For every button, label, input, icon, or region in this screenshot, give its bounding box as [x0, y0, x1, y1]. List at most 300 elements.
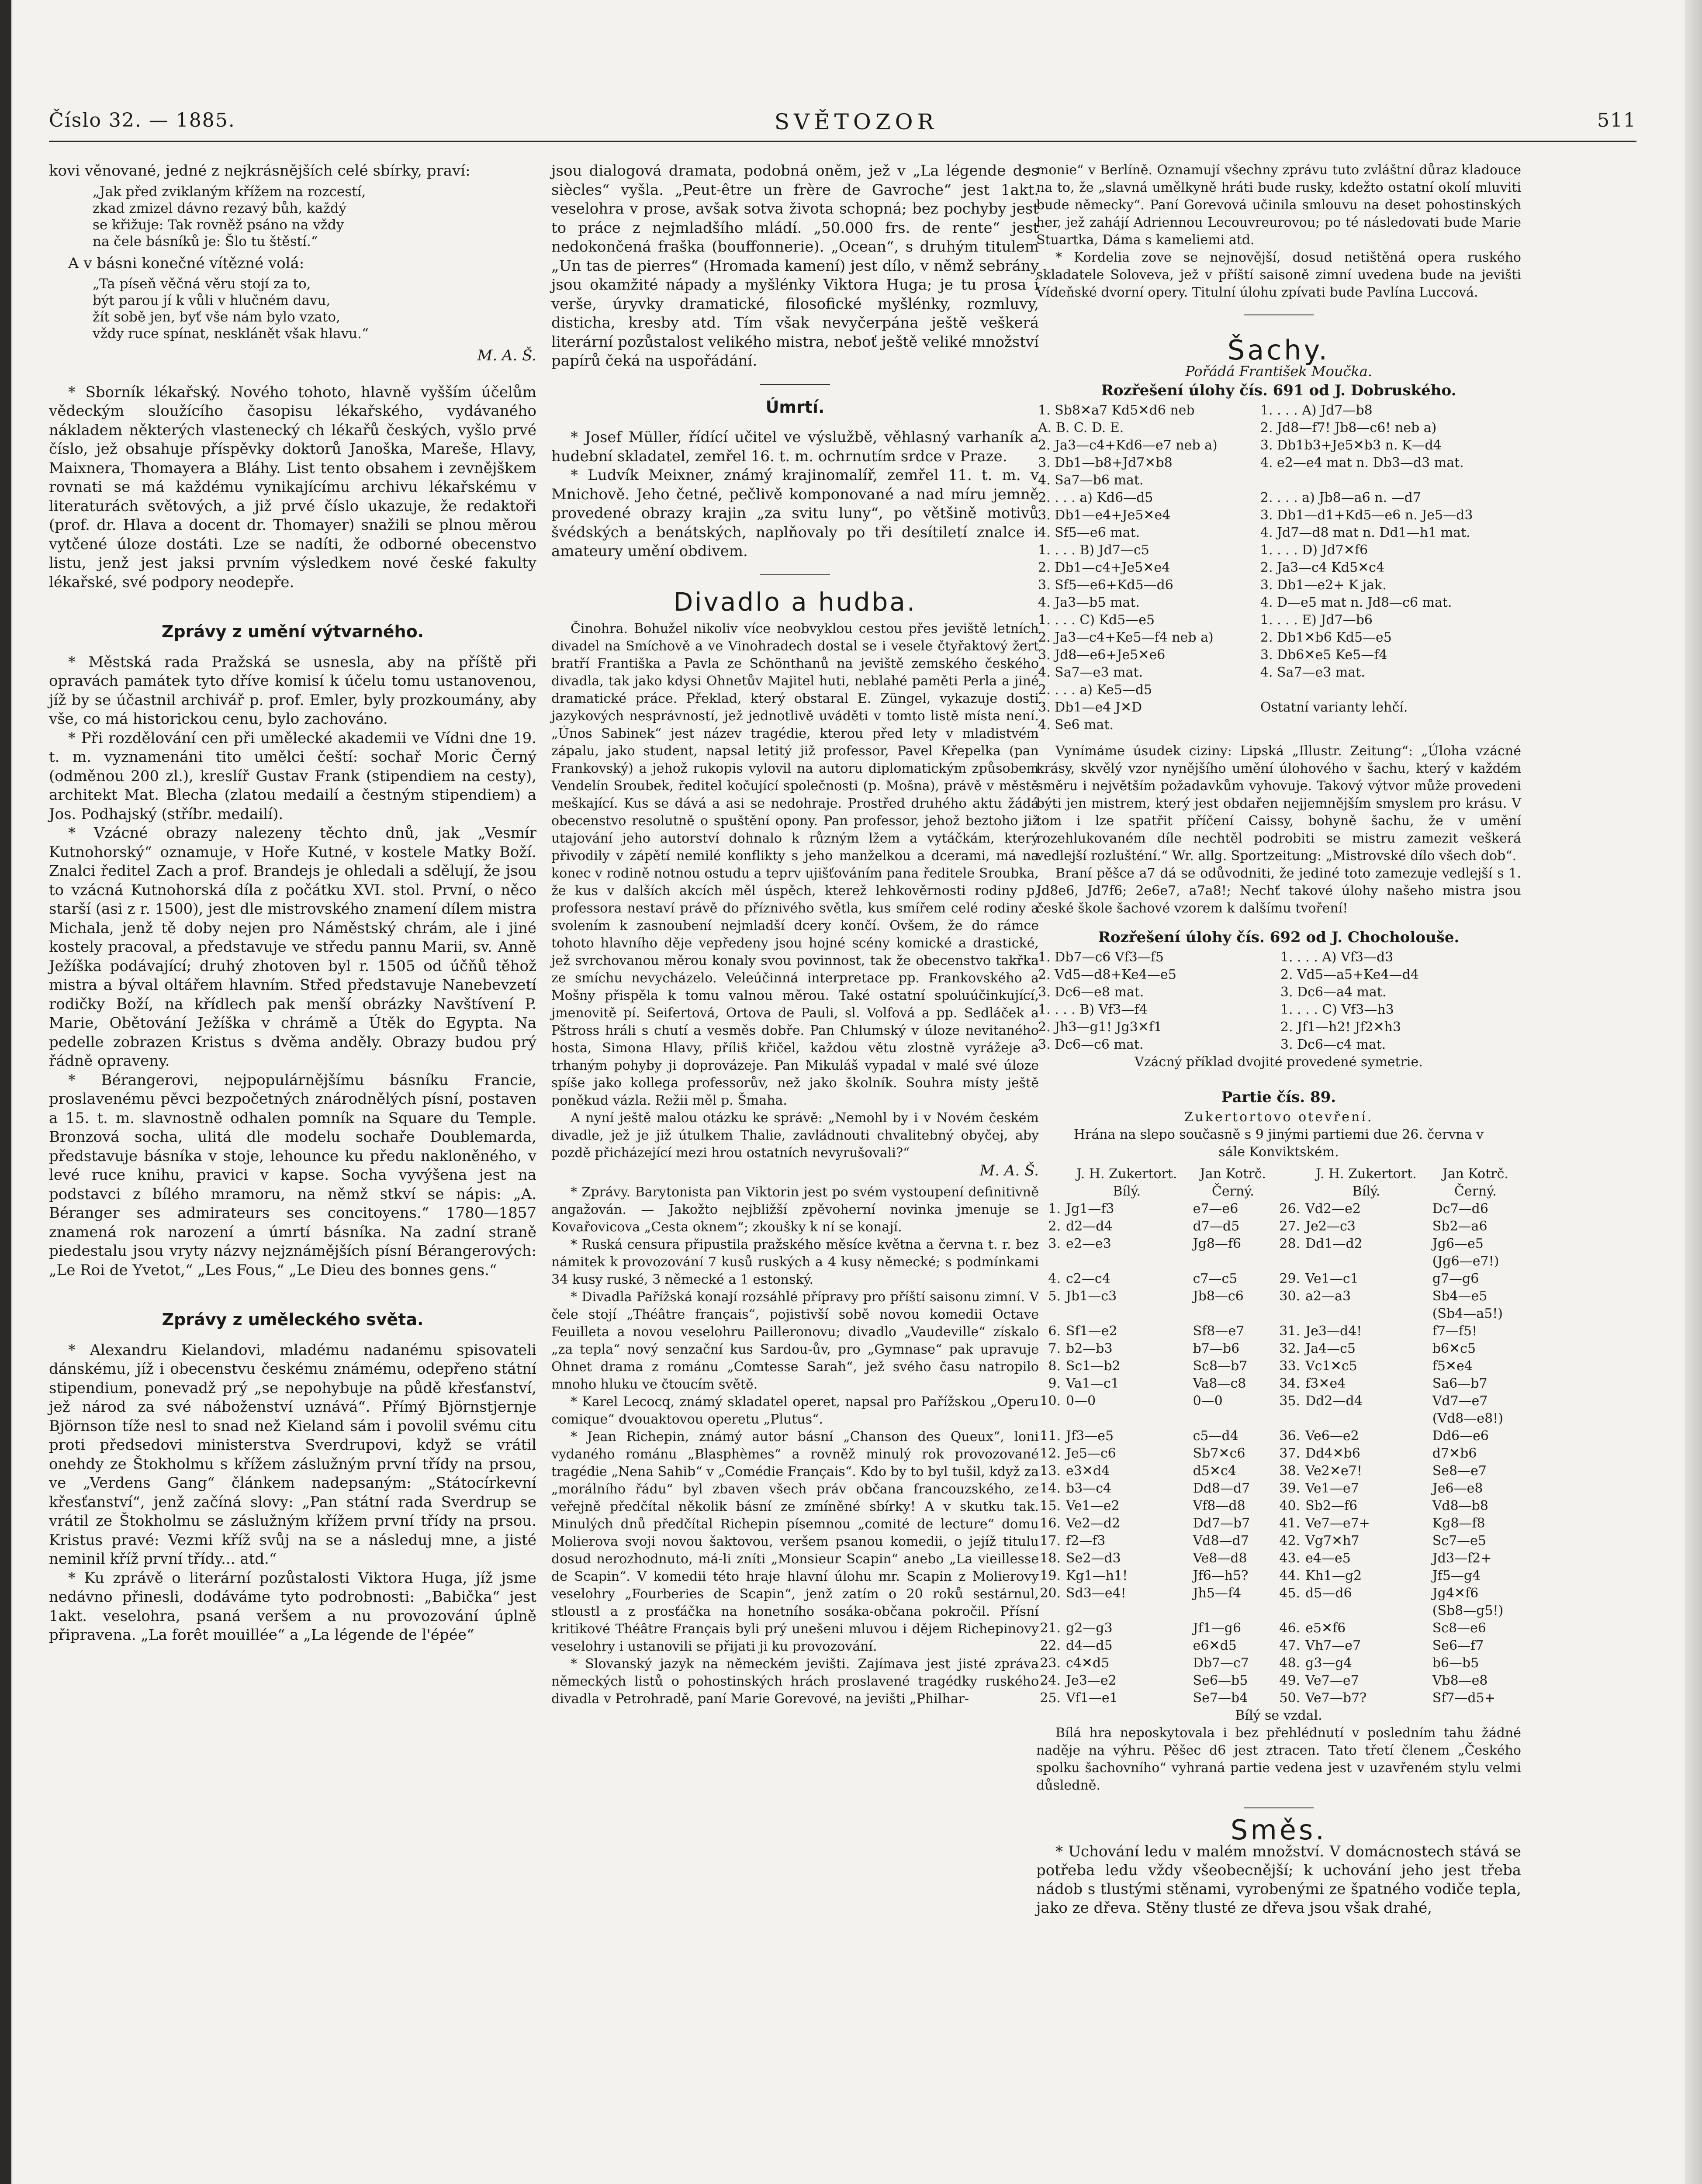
player-name: J. H. Zukertort. — [1316, 1166, 1417, 1182]
move-cell: Je2—c3 — [1305, 1219, 1356, 1234]
move-cell: Va1—c1 — [1066, 1376, 1119, 1391]
move-cell: Db7—c7 — [1193, 1655, 1249, 1671]
article-smes: * Uchování ledu v malém množství. V domácnostech stává se potřeba ledu vždy všeobecnější; k uchování jeho jest třeba nádob s tlustými stěnami, vyrobenými ze špatného vodiče tepla, jako ze dřeva. Stěny tlusté ze dřeva jsou však drahé, — [1036, 1843, 1521, 1917]
solution-cell: 3. Jd8—e6+Je5✕e6 — [1038, 647, 1166, 663]
move-cell: d7—d5 — [1193, 1219, 1240, 1234]
move-cell: Vf1—e1 — [1066, 1690, 1118, 1706]
move-cell: Ja4—c5 — [1305, 1341, 1356, 1356]
article-ceny: * Při rozdělování cen při umělecké akademii ve Vídni dne 19. t. m. vyznamenáni tito umělci čeští: sochař Moric Černý (odměnou 200 zl.), kreslíř Gustav Frank (stipendiem na cesty), architekt Mat. Blecha (zlatou medailí a čestným stipendiem) a Jos. Podhajský (stříbr. medailí). — [49, 729, 536, 823]
move-number: 22. — [1040, 1638, 1061, 1653]
solution-row — [1036, 949, 1521, 966]
move-cell: Se7—b4 — [1193, 1690, 1248, 1706]
move-number: 47. — [1279, 1638, 1301, 1653]
article-kordelia: * Kordelia zove se nejnovější, dosud netištěná opera ruského skladatele Soloveva, jež v příští saisoně zimní uvedena bude na jevišti Vídeňské dvorní opery. Titulní úlohu zpívati bude Pavlína Luccová. — [1036, 250, 1521, 300]
solution-row — [1036, 612, 1521, 629]
move-cell — [1063, 1305, 1190, 1323]
move-number — [1276, 1305, 1303, 1323]
solution-cell: 2. Ja3—c4 Kd5✕c4 — [1260, 560, 1385, 575]
move-cell: d2—d4 — [1066, 1219, 1113, 1234]
solution-cell: 3. Db1b3+Je5✕b3 n. K—d4 — [1260, 438, 1442, 453]
verse-line: žít sobě jen, byť vše nám bylo vzato, — [93, 309, 340, 325]
move-cell: Jd3—f2+ — [1432, 1551, 1492, 1566]
solution-cell: 1. . . . E) Jd7—b6 — [1260, 612, 1373, 628]
section-divider — [760, 574, 830, 575]
solution-row — [1036, 966, 1521, 984]
solution-cell: 3. Dc6—c4 mat. — [1280, 1037, 1386, 1052]
move-cell: Je3—e2 — [1066, 1673, 1117, 1688]
player-name: Jan Kotrč. — [1442, 1166, 1508, 1182]
solution-row — [1036, 577, 1521, 594]
article-lecocq: * Karel Lecocq, známý skladatel operet, napsal pro Pařížskou „Operu comique“ dvouaktovou operetu „Plutus“. — [551, 1394, 1039, 1427]
move-row — [1036, 1480, 1521, 1497]
masthead-title: SVĚTOZOR — [774, 109, 938, 135]
move-row — [1036, 1393, 1521, 1410]
move-cell: e5✕f6 — [1305, 1621, 1346, 1636]
solution-row — [1036, 699, 1521, 716]
solution-cell: 2. Db1✕b6 Kd5—e5 — [1260, 630, 1392, 645]
solution-cell: 4. Sa7—e3 mat. — [1260, 665, 1365, 680]
article-richepin: * Jean Richepin, známý autor básní „Chanson des Queux“, loni vydaného románu „Blasphèmes“ a rovněž minulý rok provozované tragédie „Nena Sahib“ v „Comédie Français“. Kdo by to byl tušil, když za „morálního řádu“ byl zbaven všech práv občana francouzského, ze veřejně předčítal několik básní ze zmíněné sbírky! A v skutku tak. Minulých dnů předčítal Richepin písemnou „comité de lecture“ domu Molierova svoji novou šaktovou, veršem psanou komedii, o jejíž titulu dosud nerozhodnuto, má-li zníti „Monsieur Scapin“ anebo „La vieillesse de Scapin“. V komedii této hraje hlavní úlohu mr. Scapin z Molierovy veselohry „Fourberies de Scapin“, jenž zatím o 20 roků sestárnul, stloustl a z prosťáčka na honetního sosáka-občana pokročil. Přísní kritikové Théâtre Français byli prý unešeni mluvou i dějem Richepinovy veselohry i ustanovili se přijati ji ku provozování. — [551, 1429, 1039, 1654]
move-number: 27. — [1279, 1219, 1301, 1234]
binding-gutter — [0, 0, 11, 2184]
move-cell: (Jg6—e7!) — [1432, 1254, 1499, 1269]
move-cell: Ve8—d8 — [1193, 1551, 1247, 1566]
move-row — [1036, 1270, 1521, 1288]
article-rada: * Městská rada Pražská se usnesla, aby na příště při opravách památek tyto dříve komisí k účelu tomu ustanovenou, jíž by se účastnil archivář p. prof. Emler, byly prozkoumány, aby vše, co má historickou cenu, bylo zachováno. — [49, 653, 536, 728]
solution-cell: 3. Dc6—a4 mat. — [1280, 985, 1387, 1000]
article-hugo: * Ku zprávě o literární pozůstalosti Viktora Huga, jíž jsme nedávno přinesli, dodáváme tyto podrobnosti: „Babička“ jest 1akt. veselohra, psaná veršem a nu provozování úplně připravena. „La forêt mouillée“ a „La légende de l'épée“ — [49, 1569, 536, 1644]
solution-row — [1036, 489, 1521, 507]
article-hugo-cont: jsou dialogová dramata, podobná oněm, jež v „La légende des siècles“ vyšla. „Peut-être un frère de Gavroche“ jest 1akt. veselohra v prose, avšak sotva života schopná; bez pochyby jest to práce z nejmladšího mládí. „50.000 frs. de rente“ jest nedokončená fraška (bouffonnerie). „Ocean“, s druhým titulem „Un tas de pierres“ (Hromada kamení) jest dílo, v němž sebrány jsou okamžité nápady a myšlénky Viktora Huga; je tu prosa i verše, úryvky dramatické, filosofické myšlénky, rozmluvy, disticha, kresby atd. Tím však nevyčerpána ještě veškerá literární pozůstalost velikého mistra, neboť ještě veliké množství papírů čeká na uspořádání. — [551, 162, 1039, 370]
move-number: 41. — [1279, 1516, 1301, 1531]
solution-cell: A. B. C. D. E. — [1038, 420, 1124, 435]
move-number: 38. — [1279, 1463, 1301, 1479]
move-cell: f7—f5! — [1432, 1324, 1477, 1339]
move-cell: c4✕d5 — [1066, 1655, 1110, 1671]
issue-number: Číslo 32. — 1885. — [49, 109, 235, 131]
move-cell: Jg4✕f6 — [1432, 1586, 1479, 1601]
solution-cell: 2. Vd5—d8+Ke4—e5 — [1038, 967, 1176, 982]
move-number: 50. — [1279, 1690, 1301, 1706]
solution-cell: 1. . . . C) Kd5—e5 — [1038, 612, 1155, 628]
solution-cell: 2. Jf1—h2! Jf2✕h3 — [1280, 1019, 1401, 1035]
solution-cell: 4. Sa7—e3 mat. — [1038, 665, 1143, 680]
move-cell: Vd2—e2 — [1305, 1201, 1361, 1216]
solution-table-691 — [1036, 402, 1521, 734]
section-heading-divadlo: Divadlo a hudba. — [673, 587, 917, 617]
move-cell: Sf1—e2 — [1066, 1324, 1117, 1339]
solution-cell: 4. Jd7—d8 mat n. Dd1—h1 mat. — [1260, 525, 1470, 540]
move-number: 12. — [1040, 1446, 1061, 1461]
move-cell: Va8—c8 — [1193, 1376, 1246, 1391]
move-number: 28. — [1279, 1236, 1301, 1251]
move-cell: d7✕b6 — [1432, 1446, 1477, 1461]
move-cell: b6✕c5 — [1432, 1341, 1476, 1356]
move-cell: Dd8—d7 — [1193, 1481, 1250, 1496]
color-label: Černý. — [1211, 1184, 1254, 1199]
move-number — [1036, 1305, 1063, 1323]
move-row — [1036, 1427, 1521, 1445]
move-cell: Sf8—e7 — [1193, 1324, 1245, 1339]
article-gorevova: monie“ v Berlíně. Oznamují všechny zprávu tuto zvláštní důraz kladouce na to, že „slavná umělkyně hráti bude rusky, kdežto ostatní okolí mluviti bude německy“. Paní Gorevová učinila smlouvu na deset pohostinských her, jež zahájí Adriennou Lecouvreurovou; po té následovati bude Marie Stuartka, Dáma s kameliemi atd. — [1036, 162, 1521, 248]
move-cell: f3✕e4 — [1305, 1376, 1346, 1391]
chess-comment: Braní pěšce a7 dá se odůvodniti, že jediné toto zamezuje vedlejší s 1. Jd8e6, Jd7f6; 2e6e7, a7a8!; Nechť takové úlohy našeho mistra jsou české škole šachové vzorem k dalšímu tvoření! — [1036, 866, 1521, 916]
solution-row — [1036, 542, 1521, 559]
verse-line: být parou jí k vůli v hlučném davu, — [93, 293, 331, 308]
verse-intro: A v básni konečné vítězné volá: — [68, 254, 304, 272]
move-cell — [1303, 1305, 1430, 1323]
solution-row — [1036, 559, 1521, 577]
solution-cell: 2. Jd8—f7! Jb8—c6! neb a) — [1260, 420, 1437, 435]
move-row — [1036, 1532, 1521, 1550]
move-cell: b2—b3 — [1066, 1341, 1113, 1356]
move-number — [1276, 1253, 1303, 1270]
move-cell: Se2—d3 — [1066, 1551, 1121, 1566]
section-heading-svet: Zprávy z uměleckého světa. — [162, 1310, 424, 1329]
solution-row — [1036, 716, 1521, 734]
move-cell: Sd3—e4! — [1066, 1586, 1126, 1601]
solution-row — [1036, 1019, 1521, 1036]
move-cell: (Sb8—g5!) — [1432, 1603, 1504, 1618]
game-result: Bílý se vzdal. — [1235, 1708, 1322, 1723]
article-cinohra: Činohra. Bohužel nikoliv více neobvyklou cestou přes jeviště letních divadel na Smíchově a ve Vinohradech dostal se i vesele čtyřaktový žert bratří Františka a Pavla ze Schönthanů na jeviště zemského českého divadla, tak jako kdysi Ohnetův Majitel huti, neblahé paměti Perla a jiné dramatické práce. Překlad, který obstaral E. Züngel, vykazuje dosti jazykových nesprávností, jež jednotlivě uváděti v tomto listě místa není. „Únos Sabinek“ jest název tragédie, kterou před lety v mladistvém zápalu, jako student, napsal letitý již professor, Pavel Křepelka (pan Frankovský) a jehož rukopis vylovil na autoru diplomatickým způsobem Vendelín Sroubek, ředitel kočující společnosti (p. Mošna), právě v městě meškající. Kus se dává a asi se nedohraje. Prostřed druhého aktu žádá obecenstvo resolutně o spuštění opony. Pan professor, jehož beztoho již utajování jeho autorství dohnalo k různým lžem a vytáčkám, který přivodily v zápětí nemilé konflikty s jeho manželkou a dcerami, má na konec v rodině notnou ostudu a teprv ujišťováním pana ředitele Sroubka, že kus v dalších akcích měl úspěch, kterež lehkověrnosti rodiny p. professora nestaví právě do příznivého světla, kus smířem celé rodiny a svolením k zasnoubení nejmladší dcery končí. Ovšem, že do rámce tohoto hlavního děje vepředeny jsou hojné scény komické a drastické, jež svrchovanou měrou konaly svou povinnost, tak že obecenstvo takřka ze smíchu nevycházelo. Veleúčinná interpretace pp. Frankovského a Mošny přispěla k tomu valnou měrou. Také ostatní spoluúčinkující, jmenovitě pí. Seifertová, Ortova de Pauli, sl. Volfová a pp. Sedláček a Pštross hráli s chutí a vesměs dobře. Pan Chlumský v úloze nevitaného hosta, Simona Hlavy, příliš křičel, každou větu zlostně vyrážeje a trhaným pohyby ji doprovázeje. Pan Mikuláš vypadal v malé své úloze spíše jako kollega professorův, než jako školník. Souhra místy ještě poněkud vázla. Režii měl p. Šmaha. — [551, 621, 1039, 1108]
move-row — [1036, 1655, 1521, 1672]
move-number — [1036, 1602, 1063, 1620]
move-row — [1036, 1550, 1521, 1567]
game-title: Partie čís. 89. — [1221, 1089, 1336, 1106]
move-number: 48. — [1279, 1655, 1301, 1671]
move-cell: e7—e6 — [1193, 1201, 1238, 1216]
move-number: 49. — [1279, 1673, 1301, 1688]
move-cell: Kg8—f8 — [1432, 1516, 1485, 1531]
move-cell — [1303, 1602, 1430, 1620]
move-cell: e3✕d4 — [1066, 1463, 1110, 1479]
solution-row — [1036, 454, 1521, 472]
move-cell: Ve6—e2 — [1305, 1428, 1359, 1444]
move-row — [1036, 1637, 1521, 1655]
section-heading-sachy: Šachy. — [1227, 334, 1330, 366]
move-row — [1036, 1323, 1521, 1340]
move-cell: Jg8—f6 — [1193, 1236, 1242, 1251]
solution-cell: 1. . . . C) Vf3—h3 — [1280, 1002, 1394, 1017]
move-number: 11. — [1040, 1428, 1061, 1444]
solution-cell: 1. Sb8✕a7 Kd5✕d6 neb — [1038, 403, 1195, 418]
article-obrazy: * Vzácné obrazy nalezeny těchto dnů, jak „Vesmír Kutnohorský“ oznamuje, v Hoře Kutné, v kostele Matky Boží. Znalci ředitel Zach a prof. Brandejs je ohledali a sdělují, že jsou to vzácná Kutnohorská díla z počátku XVI. stol. První, o něco starší (asi z r. 1500), jest dle mistrovského znamení dílem mistra Michala, jenž tě doby nejen pro Náměstský chrám, ale i jiné kostely pracoval, a představuje ve středu pannu Marii, sv. Anně Ježíška podávající; druhý zhotoven byl r. 1505 od účňů těhož mistra a býval oltářem hlavním. Střed představuje Nanebevzetí rodičky Boží, na křídlech pak menší obrázky Navštívení P. Marie, Obětování Ježíška v chrámě a Útěk do Egypta. Na pedelle zobrazen Kristus s dvěma anděly. Obrazy budou prý řádně opraveny. — [49, 824, 536, 1070]
move-cell: Se6—f7 — [1432, 1638, 1484, 1653]
move-cell: c7—c5 — [1193, 1271, 1238, 1286]
move-cell: Dc7—d6 — [1432, 1201, 1488, 1216]
solution-cell: 4. Se6 mat. — [1038, 717, 1114, 733]
player-name: Jan Kotrč. — [1200, 1166, 1266, 1182]
move-row — [1036, 1515, 1521, 1532]
move-cell: (Vd8—e8!) — [1432, 1411, 1503, 1426]
move-cell — [1190, 1305, 1276, 1323]
move-number: 19. — [1040, 1568, 1061, 1583]
move-number: 2. — [1048, 1219, 1061, 1234]
move-cell: Vd8—d7 — [1193, 1533, 1249, 1548]
page-edge-shadow — [1685, 0, 1702, 2184]
article-meixner: * Ludvík Meixner, známý krajinomalíř, zemřel 11. t. m. v Mnichově. Jeho četné, pečlivě komponované a nad míru jemně provedené obrazy krajin „za svitu luny“, po většině motivů švédských a benátských, naplňovaly po tři desítiletí znalce i amateury umění obdivem. — [551, 467, 1039, 560]
solution-cell: 4. Sa7—b6 mat. — [1038, 473, 1144, 488]
move-cell: d4—d5 — [1066, 1638, 1113, 1653]
move-number: 44. — [1279, 1568, 1301, 1583]
solution-cell: 3. Dc6—c6 mat. — [1038, 1037, 1144, 1052]
move-cell: Vb8—e8 — [1432, 1673, 1488, 1688]
move-row — [1036, 1200, 1521, 1218]
solution-row — [1036, 681, 1521, 699]
column-right — [1036, 162, 1521, 1918]
move-row — [1036, 1672, 1521, 1690]
move-row — [1036, 1358, 1521, 1375]
move-cell: f5✕e4 — [1432, 1358, 1473, 1374]
header-rule — [49, 141, 1636, 142]
solution-cell: 3. Db1—d1+Kd5—e6 n. Je5—d3 — [1260, 508, 1473, 523]
solution-row — [1036, 646, 1521, 664]
move-cell: Vd8—b8 — [1432, 1498, 1488, 1514]
solution-row — [1036, 472, 1521, 489]
article-kieland: * Alexandru Kielandovi, mladému nadanému spisovateli dánskému, jíž i obecenstvu českému známému, odepřeno státní stipendium, ponevadž prý „se nepohybuje na půdě křesťanství, jež národ za své náboženství uznává“. Přímý Björnstjernje Björnson tíže nesl to snad než Kieland sám i povolil svému citu proti předsedovi ministerstva Sverdrupovi, když se vrátil onehdy ze Štokholmu s křížem záslužným první třídy na prsou, ve „Verdens Gang“ článkem nadepsaným: „Státocírkevní křesťanství“, jenž začíná slovy: „Pan státní rada Sverdrup se vrátil ze Štokholmu se záslužným křížem první třídy na prsou. Kristus pravé: Vezmi kříž svůj na se a následuj mne, a jisté neminil kříž první třídy... atd.“ — [49, 1341, 536, 1568]
move-number: 31. — [1279, 1324, 1301, 1339]
article-pariz: * Divadla Pařížská konají rozsáhlé přípravy pro příští saisonu zimní. V čele stojí „Théâtre français“, pojistivší sobě novou komedii Octave Feuilleta a novou veselohru Pailleronovu; divadlo „Vaudeville“ získalo „za tepla“ nový senzační kus Sardou-ův, pro „Gymnase“ pak upravuje Ohnet drama z románu „Comtesse Sarah“, jež svého času natropilo mnoho hluku ve čtoucím světě. — [551, 1289, 1039, 1392]
move-row — [1036, 1690, 1521, 1707]
move-cell: Se6—b5 — [1193, 1673, 1248, 1688]
move-number: 29. — [1279, 1271, 1301, 1286]
move-number: 1. — [1048, 1201, 1061, 1216]
article-muller: * Josef Müller, řídící učitel ve výslužbě, věhlasný varhaník a hudební skladatel, zemřel 16. t. m. ochrnutím srdce v Praze. — [551, 429, 1039, 465]
chess-note: Vzácný příklad dvojité provedené symetrie. — [1135, 1054, 1423, 1070]
move-cell: e2—e3 — [1066, 1236, 1111, 1251]
column-left — [49, 162, 536, 1645]
article-sbornik: * Sborník lékařský. Nového tohoto, hlavně vyšším účelům vědeckým sloužícího časopisu lékařského, vydávaného nákladem některých vlastenecký ch lékařů českých, vyšlo prvé číslo, jež obsahuje příspěvky doktorů Janoška, Mareše, Hlavy, Maixnera, Thomayera a Bláhy. List tento obsahem i zevnějškem rovnati se má každému vynikajícímu archivu lékařskému v literaturách světových, a již prvé číslo ukazuje, že redaktoři (prof. dr. Hlava a docent dr. Thomayer) snažili se plnou měrou vytčené úloze dostáti. Lze se nadíti, že odborné obecenstvo listu, jenž jest jaksi prvním výsledkem nové české fakulty lékařské, své podpory neodepře. — [49, 383, 536, 591]
move-cell: Vd7—e7 — [1432, 1393, 1488, 1409]
move-cell: 0—0 — [1066, 1393, 1096, 1409]
move-number: 21. — [1040, 1621, 1061, 1636]
move-cell: b3—c4 — [1066, 1481, 1112, 1496]
move-row — [1036, 1620, 1521, 1637]
move-cell: Je6—e8 — [1432, 1481, 1483, 1496]
solution-cell: 1. . . . B) Jd7—c5 — [1038, 543, 1149, 558]
move-row — [1036, 1602, 1521, 1620]
move-cell: g2—g3 — [1066, 1621, 1113, 1636]
move-cell: Vg7✕h7 — [1305, 1533, 1360, 1548]
move-number: 32. — [1279, 1341, 1301, 1356]
opening-name: Zukertortovo otevření. — [1184, 1109, 1373, 1125]
move-number: 14. — [1040, 1481, 1061, 1496]
solution-row — [1036, 594, 1521, 612]
solution-row — [1036, 437, 1521, 454]
intro-text: kovi věnované, jedné z nejkrásnějších celé sbírky, praví: — [49, 162, 470, 180]
move-cell — [1190, 1410, 1276, 1427]
solution-row — [1036, 419, 1521, 437]
move-cell: Ve1—c1 — [1305, 1271, 1359, 1286]
move-cell: Jg6—e5 — [1432, 1236, 1484, 1251]
verse-line: zkad zmizel dávno rezavý bůh, každý — [93, 200, 347, 216]
move-number: 24. — [1040, 1673, 1061, 1688]
move-row — [1036, 1253, 1521, 1270]
move-cell: g3—g4 — [1305, 1655, 1352, 1671]
move-cell: f2—f3 — [1066, 1533, 1106, 1548]
move-cell: Kg1—h1! — [1066, 1568, 1128, 1583]
article-zpravy: * Zprávy. Barytonista pan Viktorin jest po svém vystoupení definitivně angažován. — Jakožto nejbližší zpěvoherní novinka jmenuje se Kovařovicova „Cesta oknem“; zkoušky k ní se konají. — [551, 1185, 1039, 1235]
move-cell: Kh1—g2 — [1305, 1568, 1362, 1583]
move-cell — [1063, 1253, 1190, 1270]
solution-cell: 4. Sf5—e6 mat. — [1038, 525, 1140, 540]
move-number: 15. — [1040, 1498, 1061, 1514]
move-number: 23. — [1040, 1655, 1061, 1671]
verse-quote-2 — [93, 276, 536, 342]
players-row — [1036, 1165, 1521, 1183]
move-cell: Jf6—h5? — [1193, 1568, 1249, 1583]
move-number: 46. — [1279, 1621, 1301, 1636]
color-label: Bílý. — [1113, 1184, 1141, 1199]
solution-row — [1036, 664, 1521, 681]
solution-row — [1036, 1001, 1521, 1019]
solution-cell: 2. . . . a) Kd6—d5 — [1038, 490, 1153, 505]
move-cell: Dd4✕b6 — [1305, 1446, 1360, 1461]
section-heading-smes: Směs. — [1231, 1814, 1327, 1846]
colors-row — [1036, 1183, 1521, 1200]
move-cell: Jh5—f4 — [1193, 1586, 1242, 1601]
move-number: 3. — [1048, 1236, 1061, 1251]
verse-line: „Jak před zviklaným křížem na rozcestí, — [93, 183, 366, 200]
move-row — [1036, 1462, 1521, 1480]
move-cell: Ve7—b7? — [1305, 1690, 1367, 1706]
solution-table-692 — [1036, 949, 1521, 1054]
solution-cell — [1259, 472, 1521, 489]
section-divider — [760, 384, 830, 385]
move-cell: Jf3—e5 — [1066, 1428, 1114, 1444]
move-number: 20. — [1040, 1586, 1061, 1601]
move-cell: Sc8—b7 — [1193, 1358, 1248, 1374]
move-number: 16. — [1040, 1516, 1061, 1531]
move-number: 36. — [1279, 1428, 1301, 1444]
signature: M. A. Š. — [979, 1162, 1039, 1179]
section-divider — [1244, 1807, 1314, 1808]
move-cell: b7—b6 — [1193, 1341, 1240, 1356]
move-cell: Sc1—b2 — [1066, 1358, 1121, 1374]
solution-row — [1036, 1036, 1521, 1054]
move-number: 42. — [1279, 1533, 1301, 1548]
move-number: 30. — [1279, 1289, 1301, 1304]
move-cell: g7—g6 — [1432, 1271, 1479, 1286]
move-number: 40. — [1279, 1498, 1301, 1514]
move-cell: Ve7—e7 — [1305, 1673, 1359, 1688]
move-row — [1036, 1410, 1521, 1427]
move-cell: Ve1—e7 — [1305, 1481, 1359, 1496]
move-number — [1036, 1410, 1063, 1427]
verse-line: se křižuje: Tak rovněž psáno na vždy — [93, 217, 344, 233]
move-number: 7. — [1048, 1341, 1061, 1356]
move-cell: Sb2—f6 — [1305, 1498, 1358, 1514]
solution-cell: 3. Db6✕e5 Ke5—f4 — [1260, 647, 1387, 663]
move-cell: Sc8—e6 — [1432, 1621, 1486, 1636]
move-cell: Sc7—e5 — [1432, 1533, 1486, 1548]
move-cell: Dd2—d4 — [1305, 1393, 1363, 1409]
move-number: 39. — [1279, 1481, 1301, 1496]
move-cell: b6—b5 — [1432, 1655, 1479, 1671]
solution-cell — [1259, 681, 1521, 699]
solution-cell: 4. D—e5 mat n. Jd8—c6 mat. — [1260, 595, 1452, 610]
move-number: 18. — [1040, 1551, 1061, 1566]
move-cell: Vh7—e7 — [1305, 1638, 1361, 1653]
game-moves-table — [1036, 1165, 1521, 1707]
article-censura: * Ruská censura připustila pražského měsíce května a června t. r. bez námitek k provozování 7 kusů ruských a 4 kusy německé; s podmínkami 34 kusy ruské, 3 německé a 1 estonský. — [551, 1237, 1039, 1287]
article-beranger: * Bérangerovi, nejpopulárnějšímu básníku Francie, proslavenému pěvci bezpočetných znárodnělých písní, postaven a 15. t. m. slavnostně odhalen pomník na Square du Temple. Bronzová socha, ulitá dle modelu sochaře Doublemarda, představuje básníka v stoje, lehounce ku předu nakloněného, v levé ruce knihu, pravici v kapse. Socha vyvýšena jest na podstavci z bílého mramoru, na němž stkví se nápis: „A. Béranger ses admirateurs ses concitoyens.“ 1780—1857 znamená rok narození a úmrtí básníka. Na zadní straně piedestalu jsou vryty názvy nejznámějších písní Bérangerových: „Le Roi de Yvetot,“ „Les Fous,“ „Le Dieu des bonnes gens.“ — [49, 1071, 536, 1279]
move-cell: Dd6—e6 — [1432, 1428, 1489, 1444]
move-cell: Jb1—c3 — [1066, 1289, 1117, 1304]
article-question: A nyní ještě malou otázku ke správě: „Nemohl by i v Novém českém divadle, jež je již útulkem Thalie, zavládnouti chvalitebný obyčej, aby pozdě přicházející mezi hrou ostatních nevyrušovali?“ — [551, 1110, 1039, 1161]
move-row — [1036, 1305, 1521, 1323]
move-cell: Dd7—b7 — [1193, 1516, 1250, 1531]
solution-cell: 2. Vd5—a5+Ke4—d4 — [1280, 967, 1419, 982]
move-cell: Je3—d4! — [1305, 1324, 1362, 1339]
solution-cell: Ostatní varianty lehčí. — [1260, 700, 1408, 715]
move-number: 45. — [1279, 1586, 1301, 1601]
move-cell: Dd1—d2 — [1305, 1236, 1363, 1251]
move-number: 5. — [1048, 1289, 1061, 1304]
move-number — [1276, 1410, 1303, 1427]
move-number: 10. — [1040, 1393, 1061, 1409]
move-cell: Sb2—a6 — [1432, 1219, 1488, 1234]
section-heading-umeni: Zprávy z umění výtvarného. — [161, 622, 424, 641]
move-cell: d5—d6 — [1305, 1586, 1352, 1601]
solution-cell: 3. Db1—b8+Jd7✕b8 — [1038, 455, 1173, 470]
section-heading-umrti: Úmrtí. — [765, 397, 825, 417]
move-number: 33. — [1279, 1358, 1301, 1374]
theatre-section — [551, 620, 1039, 1708]
move-number: 37. — [1279, 1446, 1301, 1461]
problem-solution-title: Rozřešení úlohy čís. 691 od J. Dobruského. — [1101, 382, 1456, 399]
move-cell — [1303, 1253, 1430, 1270]
solution-row — [1036, 629, 1521, 646]
move-cell: Vc1✕c5 — [1305, 1358, 1357, 1374]
solution-cell — [1259, 716, 1521, 734]
solution-row — [1036, 524, 1521, 542]
move-cell — [1190, 1253, 1276, 1270]
move-number: 34. — [1279, 1376, 1301, 1391]
solution-cell: 1. Db7—c6 Vf3—f5 — [1038, 950, 1164, 965]
move-cell: Se8—e7 — [1432, 1463, 1487, 1479]
signature: M. A. Š. — [477, 347, 536, 364]
solution-row — [1036, 402, 1521, 419]
solution-cell: 2. Ja3—c4+Ke5—f4 neb a) — [1038, 630, 1214, 645]
move-number: 35. — [1279, 1393, 1301, 1409]
move-cell: Jf1—g6 — [1193, 1621, 1242, 1636]
chess-editor: Pořádá František Moučka. — [1185, 363, 1372, 380]
move-row — [1036, 1218, 1521, 1235]
column-middle — [551, 162, 1039, 1708]
move-row — [1036, 1235, 1521, 1253]
move-number — [1276, 1602, 1303, 1620]
move-cell: Sb7✕c6 — [1193, 1446, 1245, 1461]
article-slovansky: * Slovanský jazyk na německém jevišti. Zajímava jest jisté zpráva německých listů o pohostinských hrách proslavené tragédky ruského divadla v Petrohradě, paní Marie Gorevové, na jevišti „Philhar- — [551, 1656, 1039, 1707]
solution-row — [1036, 984, 1521, 1001]
move-row — [1036, 1567, 1521, 1585]
move-cell: Vf8—d8 — [1193, 1498, 1245, 1514]
move-number: 4. — [1048, 1271, 1061, 1286]
solution-cell: 1. . . . D) Jd7✕f6 — [1260, 543, 1368, 558]
solution-cell: 1. . . . A) Jd7—b8 — [1260, 403, 1373, 418]
move-row — [1036, 1585, 1521, 1602]
move-number: 17. — [1040, 1533, 1061, 1548]
move-cell: Ve2✕e7! — [1305, 1463, 1362, 1479]
solution-cell: 2. . . . a) Jb8—a6 n. —d7 — [1260, 490, 1421, 505]
move-cell: e4—e5 — [1305, 1551, 1351, 1566]
game-info: Hrána na slepo současně s 9 jinými partiemi due 26. června v sále Konviktském. — [1073, 1127, 1484, 1160]
move-number: 25. — [1040, 1690, 1061, 1706]
move-row — [1036, 1340, 1521, 1358]
move-cell: Ve1—e2 — [1066, 1498, 1120, 1514]
